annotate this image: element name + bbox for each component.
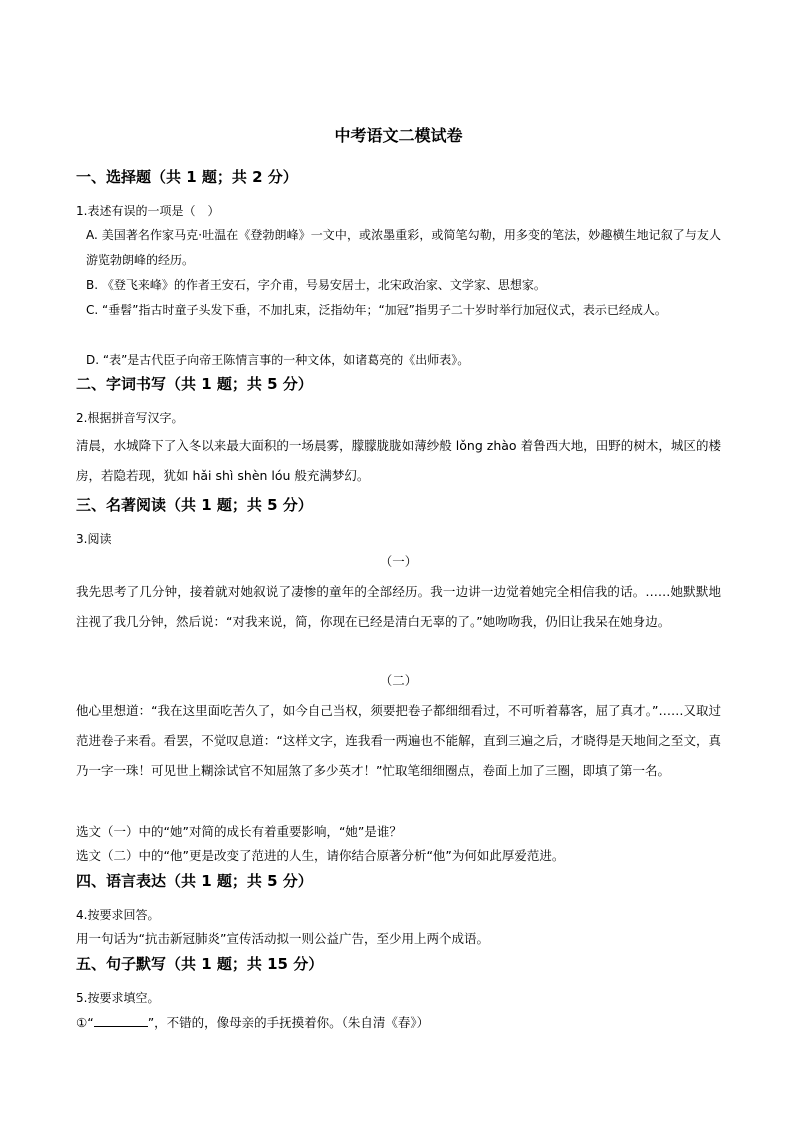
question-5-item-1 — [76, 1012, 429, 1033]
passage-2-text: 他心里想道：“我在这里面吃苦久了，如今自己当权，须要把卷子都细细看过，不可听着幕客，屈了真才。”……又取过范进卷子来看。看罢，不觉叹息道：“这样文字，连我看一两遍也不能解，直到三遍之后，才晓得是天地间之至文，真乃一字一珠！可见世上糊涂试官不知屈煞了多少英才！”忙取笔细细圈点，卷面上加了三圈，即填了第一名。 — [76, 703, 721, 778]
question-2-text: 清晨，水城降下了入冬以来最大面积的一场晨雾，朦朦胧胧如薄纱般 lǒng zhào 着鲁西大地，田野的树木，城区的楼房，若隐若现，犹如 hǎi shì shèn lóu 般充满梦幻。 — [76, 438, 721, 483]
passage-1-text: 我先思考了几分钟，接着就对她叙说了凄惨的童年的全部经历。我一边讲一边觉着她完全相信我的话。……她默默地注视了我几分钟，然后说：“对我来说，简，你现在已经是清白无辜的了。”她吻吻我，仍旧让我呆在她身边。 — [76, 584, 721, 629]
question-3-subquestion-1: 选文（一）中的“她”对简的成长有着重要影响，“她”是谁？ — [76, 824, 402, 839]
section-heading-3: 三、名著阅读（共 1 题；共 5 分） — [76, 496, 313, 514]
question-1-stem: 1.表述有误的一项是（ ） — [76, 204, 220, 218]
fill-in-blank[interactable] — [94, 1012, 148, 1027]
section-heading-5: 五、句子默写（共 1 题；共 15 分） — [76, 955, 324, 973]
passage-1-heading: （一） — [379, 554, 418, 569]
question-2-stem: 2.根据拼音写汉字。 — [76, 411, 184, 425]
section-heading-4: 四、语言表达（共 1 题；共 5 分） — [76, 872, 313, 890]
question-1-option-b: B. 《登飞来峰》的作者王安石，字介甫，号易安居士，北宋政治家、文学家、思想家。 — [86, 278, 546, 292]
section-heading-2: 二、字词书写（共 1 题；共 5 分） — [76, 375, 313, 393]
question-4-text: 用一句话为“抗击新冠肺炎”宣传活动拟一则公益广告，至少用上两个成语。 — [76, 931, 489, 946]
question-1-option-d: D. “表”是古代臣子向帝王陈情言事的一种文体，如诸葛亮的《出师表》。 — [86, 353, 470, 367]
question-1-option-a: A. 美国著名作家马克·吐温在《登勃朗峰》一文中，或浓墨重彩，或简笔勾勒，用多变的笔法，妙趣横生地记叙了与友人游览勃朗峰的经历。 — [86, 228, 721, 267]
section-heading-1: 一、选择题（共 1 题；共 2 分） — [76, 168, 298, 186]
page-title: 中考语文二模试卷 — [334, 126, 463, 145]
question-4-stem: 4.按要求回答。 — [76, 908, 160, 922]
question-3-subquestion-2: 选文（二）中的“他”更是改变了范进的人生，请你结合原著分析“他”为何如此厚爱范进。 — [76, 848, 565, 863]
question-1-option-c: C. “垂髫”指古时童子头发下垂，不加扎束，泛指幼年；“加冠”指男子二十岁时举行加冠仪式，表示已经成人。 — [86, 303, 667, 317]
question-3-stem: 3.阅读 — [76, 532, 112, 546]
question-5-item-1-suffix: ”，不错的，像母亲的手抚摸着你。（朱自清《春》） — [147, 1015, 430, 1030]
question-5-stem: 5.按要求填空。 — [76, 991, 160, 1005]
passage-2-heading: （二） — [379, 673, 418, 688]
question-5-item-1-prefix: ①“ — [76, 1015, 94, 1030]
